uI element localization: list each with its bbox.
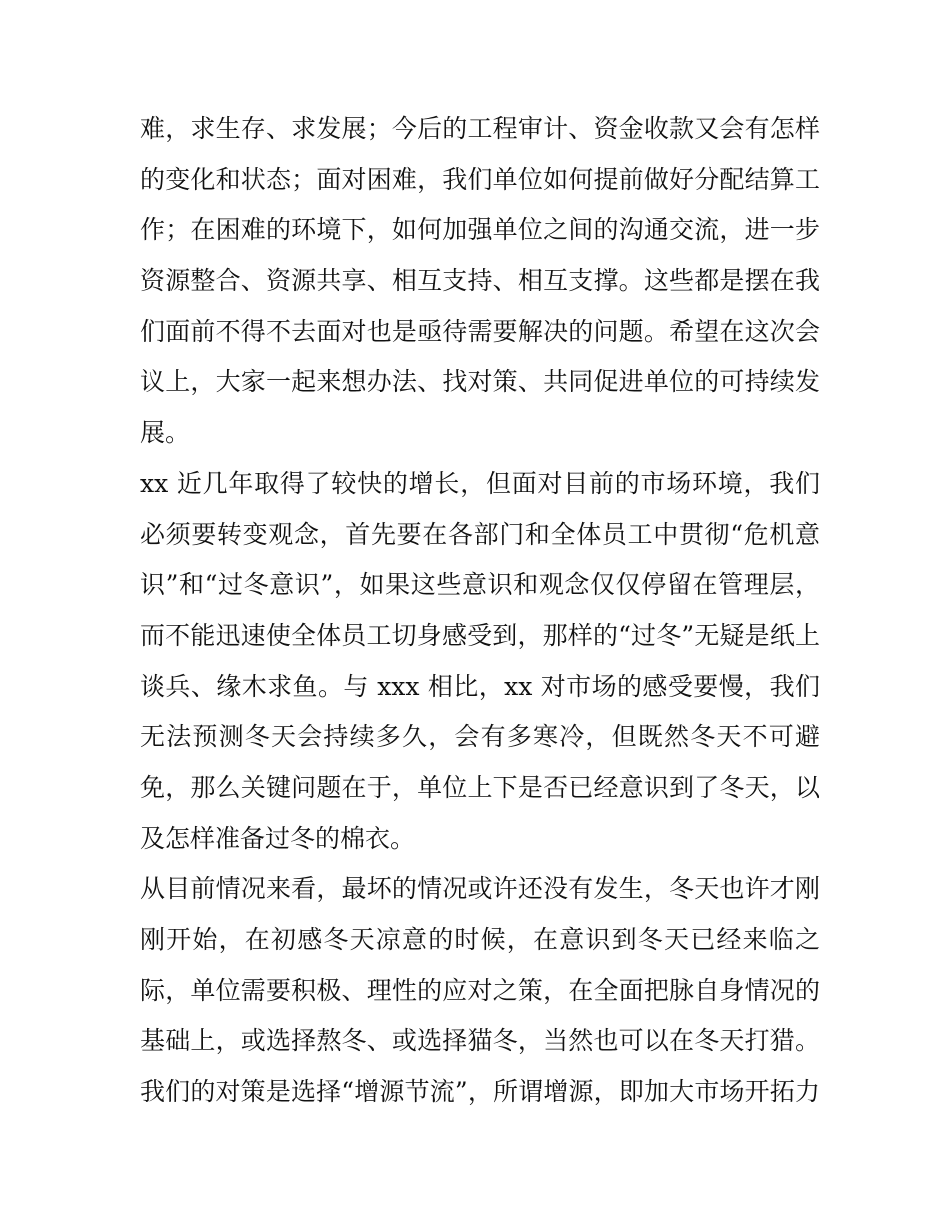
text-line: 从目前情况来看，最坏的情况或许还没有发生，冬天也许才刚: [140, 874, 820, 904]
text-line: 基础上，或选择熬冬、或选择猫冬，当然也可以在冬天打猎。: [140, 1026, 820, 1056]
paragraph-1: [140, 104, 820, 459]
text-line: 必须要转变观念，首先要在各部门和全体员工中贯彻“危机意: [140, 519, 820, 549]
text-line: 的变化和状态；面对困难，我们单位如何提前做好分配结算工: [140, 164, 820, 194]
text-line: 际，单位需要积极、理性的应对之策，在全面把脉自身情况的: [140, 975, 820, 1005]
text-line: 难，求生存、求发展；今后的工程审计、资金收款又会有怎样: [140, 114, 820, 143]
text-line: 我们的对策是选择“增源节流”，所谓增源，即加大市场开拓力: [140, 1077, 820, 1107]
text-line: 资源整合、资源共享、相互支持、相互支撑。这些都是摆在我: [140, 266, 820, 296]
text-line: 而不能迅速使全体员工切身感受到，那样的“过冬”无疑是纸上: [140, 620, 820, 650]
document-body: [140, 104, 820, 1118]
text-line: 及怎样准备过冬的棉衣。: [140, 823, 416, 853]
text-line: 们面前不得不去面对也是亟待需要解决的问题。希望在这次会: [140, 316, 820, 346]
text-line: 无法预测冬天会持续多久，会有多寒冷，但既然冬天不可避: [140, 722, 820, 752]
text-line: 展。: [140, 418, 191, 448]
text-line: 谈兵、缘木求鱼。与 xxx 相比，xx 对市场的感受要慢，我们: [140, 671, 820, 701]
text-line: 识”和“过冬意识”，如果这些意识和观念仅仅停留在管理层，: [140, 570, 820, 600]
text-line: 免，那么关键问题在于，单位上下是否已经意识到了冬天，以: [140, 772, 820, 802]
text-line: 刚开始，在初感冬天凉意的时候，在意识到冬天已经来临之: [140, 925, 820, 954]
paragraph-2: [140, 459, 820, 865]
text-line: 作；在困难的环境下，如何加强单位之间的沟通交流，进一步: [140, 215, 820, 245]
text-line: 议上，大家一起来想办法、找对策、共同促进单位的可持续发: [140, 367, 820, 397]
paragraph-3: [140, 864, 820, 1117]
text-line: xx 近几年取得了较快的增长，但面对目前的市场环境，我们: [140, 468, 820, 498]
